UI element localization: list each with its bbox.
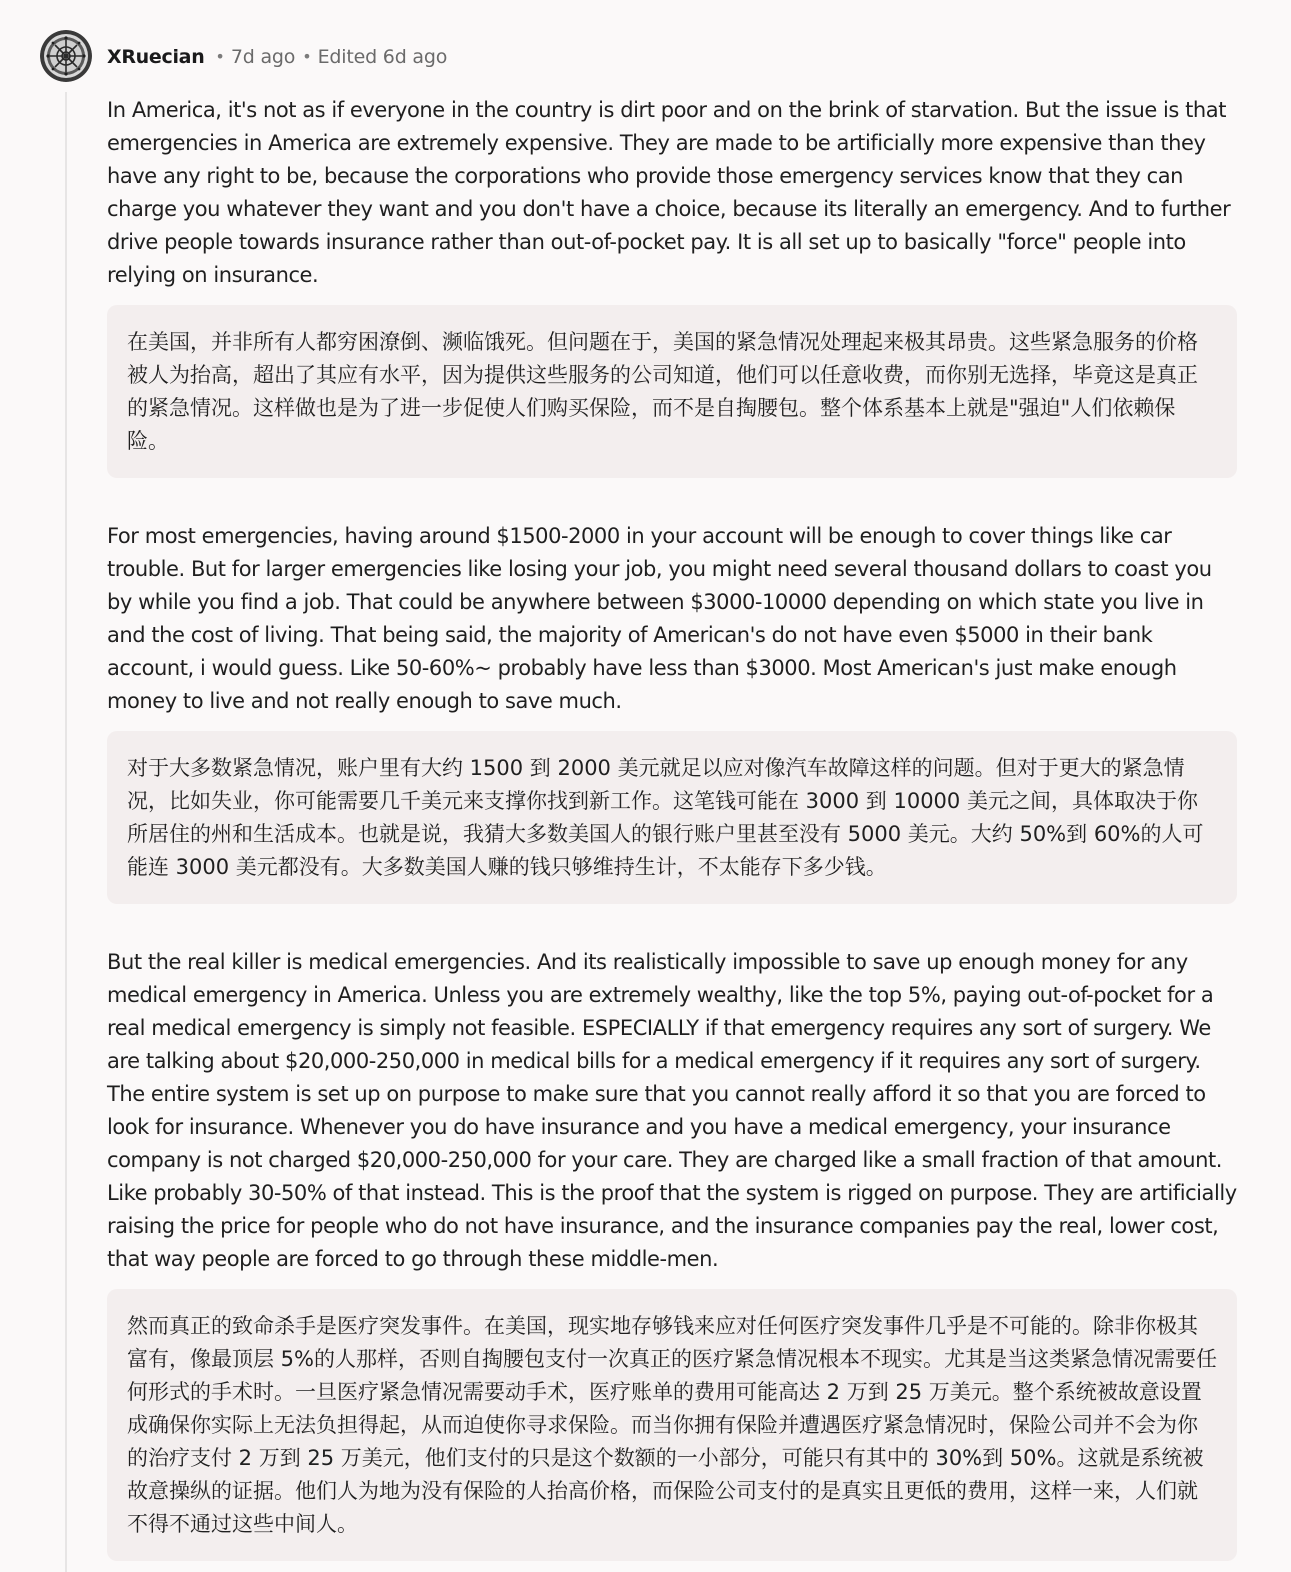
edited-time: Edited 6d ago bbox=[317, 46, 448, 68]
user-avatar[interactable] bbox=[40, 30, 92, 82]
meta-separator: • bbox=[215, 47, 225, 66]
comment-body bbox=[107, 94, 1237, 1561]
translation-blockquote: 在美国，并非所有人都穷困潦倒、濒临饿死。但问题在于，美国的紧急情况处理起来极其昂贵。这些紧急服务的价格被人为抬高，超出了其应有水平，因为提供这些服务的公司知道，他们可以任意收费，而你别无选择，毕竟这是真正的紧急情况。这样做也是为了进一步促使人们购买保险，而不是自掏腰包。整个体系基本上就是"强迫"人们依赖保险。 bbox=[107, 305, 1237, 478]
avatar-emblem-icon bbox=[40, 30, 92, 82]
translation-blockquote: 对于大多数紧急情况，账户里有大约 1500 到 2000 美元就足以应对像汽车故障这样的问题。但对于更大的紧急情况，比如失业，你可能需要几千美元来支撑你找到新工作。这笔钱可能在 3000 到 10000 美元之间，具体取决于你所居住的州和生活成本。也就是说，我猜大多数美国人的银行账户里甚至没有 5000 美元。大约 50%到 60%的人可能连 3000 美元都没有。大多数美国人赚的钱只够维持生计，不太能存下多少钱。 bbox=[107, 731, 1237, 904]
english-paragraph: For most emergencies, having around $1500-2000 in your account will be enough to cover things like car trouble. But for larger emergencies like losing your job, you might need several thousand dollars to coast you by while you find a job. That could be anywhere between $3000-10000 depending on which state you live in and the cost of living. That being said, the majority of American's do not have even $5000 in their bank account, i would guess. Like 50-60%~ probably have less than $3000. Most American's just make enough money to live and not really enough to save much. bbox=[107, 524, 1212, 713]
translation-blockquote: 然而真正的致命杀手是医疗突发事件。在美国，现实地存够钱来应对任何医疗突发事件几乎是不可能的。除非你极其富有，像最顶层 5%的人那样，否则自掏腰包支付一次真正的医疗紧急情况根本不现实。尤其是当这类紧急情况需要任何形式的手术时。一旦医疗紧急情况需要动手术，医疗账单的费用可能高达 2 万到 25 万美元。整个系统被故意设置成确保你实际上无法负担得起，从而迫使你寻求保险。而当你拥有保险并遭遇医疗紧急情况时，保险公司并不会为你的治疗支付 2 万到 25 万美元，他们支付的只是这个数额的一小部分，可能只有其中的 30%到 50%。这就是系统被故意操纵的证据。他们人为地为没有保险的人抬高价格，而保险公司支付的是真实且更低的费用，这样一来，人们就不得不通过这些中间人。 bbox=[107, 1289, 1237, 1561]
author-username[interactable]: XRuecian bbox=[107, 46, 205, 68]
english-paragraph: But the real killer is medical emergencies. And its realistically impossible to save up enough money for any medical emergency in America. Unless you are extremely wealthy, like the top 5%, paying out-of-pocket for a real medical emergency is simply not feasible. ESPECIALLY if that emergency requires any sort of surgery. We are talking about $20,000-250,000 in medical bills for a medical emergency if it requires any sort of surgery. The entire system is set up on purpose to make sure that you cannot really afford it so that you are forced to look for insurance. Whenever you do have insurance and you have a medical emergency, your insurance company is not charged $20,000-250,000 for your care. They are charged like a small fraction of that amount. Like probably 30-50% of that instead. This is the proof that the system is rigged on purpose. They are artificially raising the price for people who do not have insurance, and the insurance companies pay the real, lower cost, that way people are forced to go through these middle-men. bbox=[107, 950, 1237, 1271]
meta-separator: • bbox=[302, 47, 312, 66]
posted-time[interactable]: 7d ago bbox=[230, 46, 296, 68]
english-paragraph: In America, it's not as if everyone in the country is dirt poor and on the brink of starvation. But the issue is that emergencies in America are extremely expensive. They are made to be artificially more expensive than they have any right to be, because the corporations who provide those emergency services know that they can charge you whatever they want and you don't have a choice, because its literally an emergency. And to further drive people towards insurance rather than out-of-pocket pay. It is all set up to basically "force" people into relying on insurance. bbox=[107, 98, 1231, 287]
comment-meta bbox=[107, 44, 447, 70]
thread-line[interactable] bbox=[65, 92, 67, 1572]
